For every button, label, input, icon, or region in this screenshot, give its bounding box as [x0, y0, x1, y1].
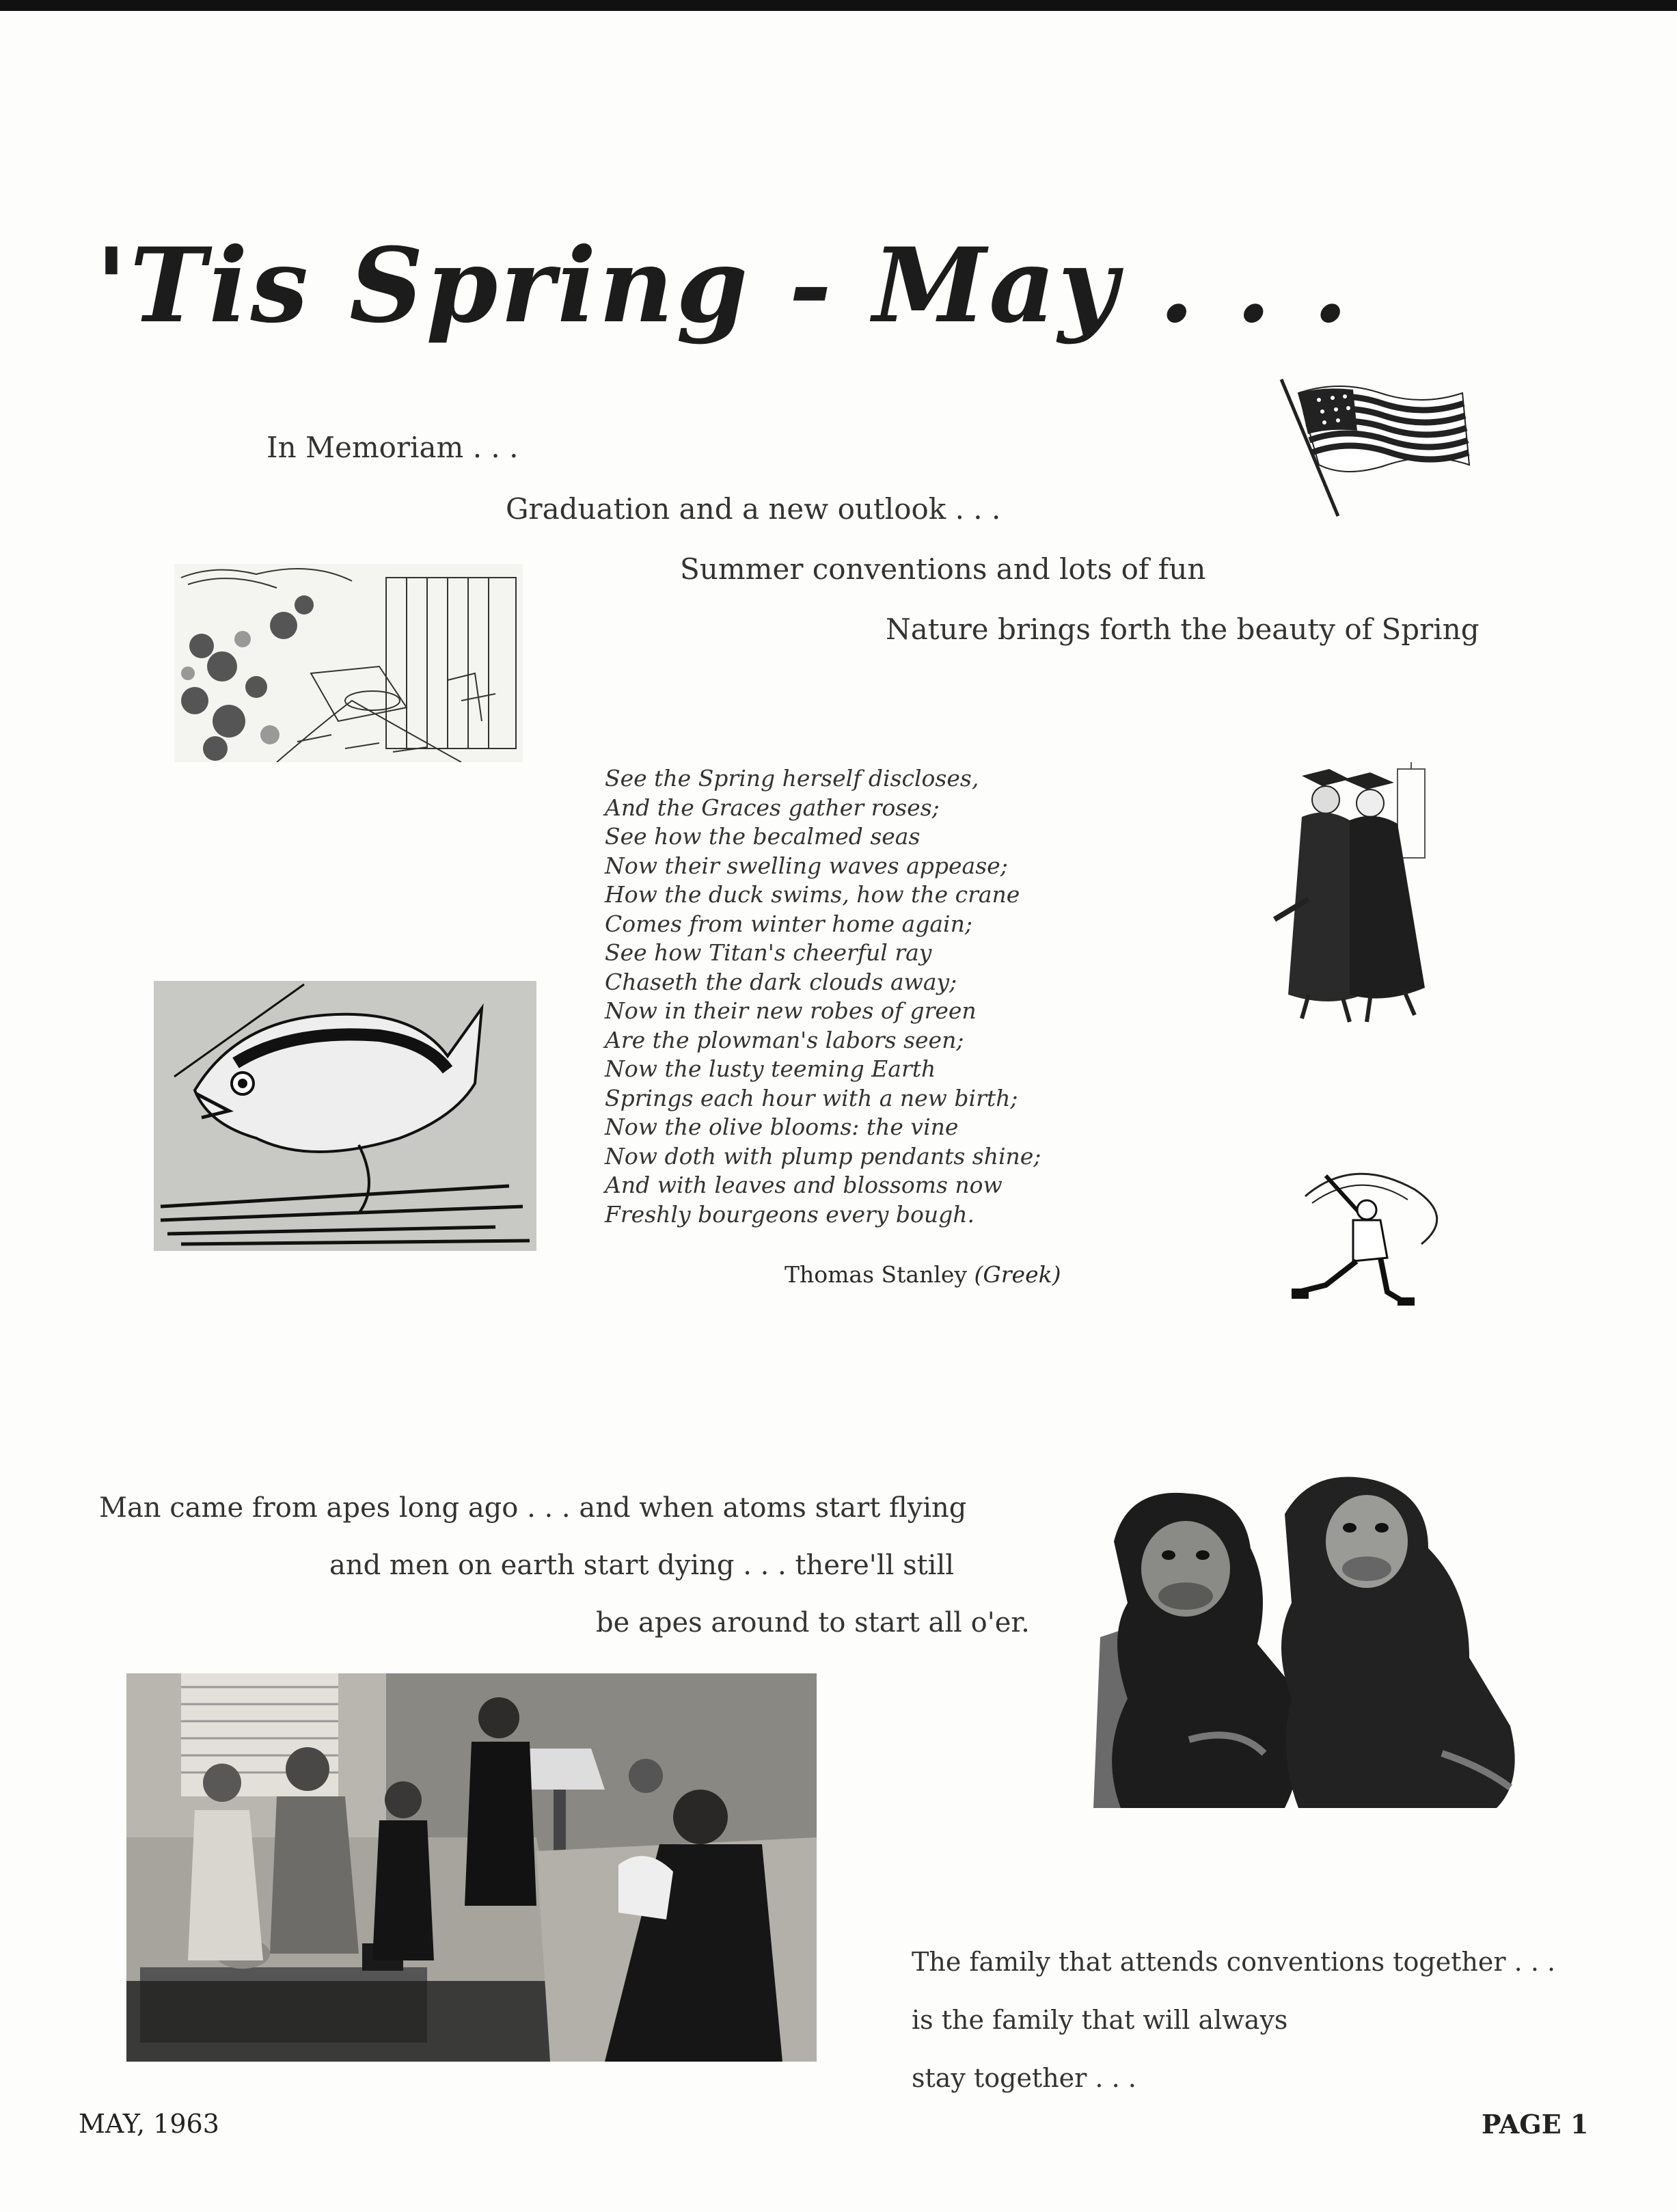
intro-line-nature: Nature brings forth the beauty of Spring — [886, 612, 1480, 646]
poem-line: How the duck swims, how the crane — [605, 881, 1020, 908]
baseball-batter-icon — [1285, 1162, 1449, 1309]
family-photo — [126, 1673, 817, 2062]
poem-line: Now the lusty teeming Earth — [605, 1055, 936, 1082]
poem-line: Comes from winter home again; — [605, 910, 972, 937]
poem-line: Now the olive blooms: the vine — [605, 1114, 959, 1140]
family-text-line-2: is the family that will always — [912, 2005, 1288, 2035]
poem-attribution — [785, 1261, 1061, 1288]
poem-line: See how the becalmed seas — [605, 823, 921, 850]
page-title: 'Tis Spring - May . . . — [96, 226, 1351, 346]
intro-line-memoriam: In Memoriam . . . — [267, 431, 519, 464]
poem-line: Now their swelling waves appease; — [605, 852, 1008, 879]
poem-line: Freshly bourgeons every bough. — [605, 1200, 975, 1228]
poem-line: Are the plowman's labors seen; — [605, 1026, 964, 1053]
poem-line: Springs each hour with a new birth; — [605, 1084, 1018, 1111]
poem-line: Chaseth the dark clouds away; — [605, 968, 957, 995]
poem-origin: (Greek) — [974, 1261, 1061, 1288]
poem-author: Thomas Stanley — [785, 1261, 968, 1288]
intro-line-conventions: Summer conventions and lots of fun — [680, 552, 1206, 586]
apes-text-line-3: be apes around to start all o'er. — [596, 1607, 1030, 1638]
american-flag-icon — [1278, 376, 1476, 520]
leaping-fish-illustration — [154, 981, 536, 1251]
apes-text-line-2: and men on earth start dying . . . there'll still — [329, 1550, 955, 1581]
poem-line: And with leaves and blossoms now — [605, 1172, 1003, 1198]
family-text-line-3: stay together . . . — [912, 2063, 1136, 2093]
chimpanzees-photo — [1087, 1466, 1538, 1815]
poem-line: See how Titan's cheerful ray — [605, 939, 932, 966]
poem — [605, 764, 1041, 1229]
poem-line: See the Spring herself discloses, — [605, 765, 979, 792]
intro-line-graduation: Graduation and a new outlook . . . — [506, 492, 1001, 526]
family-text-line-1: The family that attends conventions together . . . — [912, 1947, 1556, 1977]
footer-page-number: PAGE 1 — [1482, 2109, 1589, 2140]
footer-date: MAY, 1963 — [79, 2109, 219, 2139]
poem-line: Now doth with plump pendants shine; — [605, 1142, 1041, 1170]
graduates-illustration — [1261, 762, 1445, 1029]
page-top-edge — [0, 0, 1677, 11]
poem-line: And the Graces gather roses; — [605, 794, 940, 821]
poem-line: Now in their new robes of green — [605, 997, 977, 1024]
garden-patio-sketch — [174, 564, 523, 762]
apes-text-line-1: Man came from apes long ago . . . and when atoms start flying — [99, 1492, 967, 1524]
